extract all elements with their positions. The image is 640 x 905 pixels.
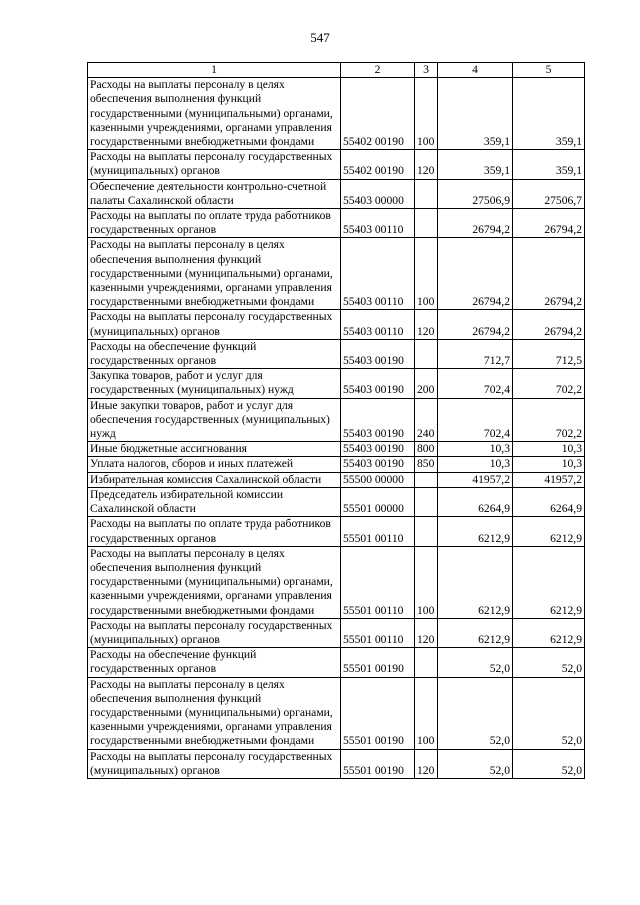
row-type-cell <box>415 339 438 368</box>
table-row <box>88 179 585 208</box>
row-value-4-cell: 359,1 <box>438 150 513 179</box>
row-type-cell: 100 <box>415 78 438 150</box>
row-value-5-cell: 359,1 <box>513 78 585 150</box>
row-name-cell: Расходы на выплаты по оплате труда работников государственных органов <box>88 209 341 238</box>
row-code-cell: 55403 00190 <box>341 398 415 442</box>
table-row <box>88 150 585 179</box>
row-type-cell <box>415 472 438 487</box>
row-name-cell: Избирательная комиссия Сахалинской области <box>88 472 341 487</box>
table-row <box>88 310 585 339</box>
row-value-5-cell: 26794,2 <box>513 310 585 339</box>
row-code-cell: 55403 00190 <box>341 339 415 368</box>
row-type-cell <box>415 517 438 546</box>
row-value-5-cell: 359,1 <box>513 150 585 179</box>
row-value-4-cell: 359,1 <box>438 78 513 150</box>
row-name-cell: Расходы на выплаты по оплате труда работников государственных органов <box>88 517 341 546</box>
row-name-cell: Расходы на выплаты персоналу государственных (муниципальных) органов <box>88 150 341 179</box>
table-row <box>88 472 585 487</box>
row-value-5-cell: 52,0 <box>513 749 585 778</box>
table-row <box>88 677 585 749</box>
row-name-cell: Расходы на выплаты персоналу в целях обеспечения выполнения функций государственными (муниципальными) органами, казенными учреждениями, органами управления государственными внебюджетными фондами <box>88 238 341 310</box>
row-type-cell <box>415 209 438 238</box>
row-code-cell: 55403 00110 <box>341 238 415 310</box>
row-value-5-cell: 26794,2 <box>513 238 585 310</box>
page-number: 547 <box>310 30 330 45</box>
row-value-4-cell: 26794,2 <box>438 209 513 238</box>
row-value-4-cell: 702,4 <box>438 369 513 398</box>
table-row <box>88 457 585 472</box>
row-value-5-cell: 10,3 <box>513 442 585 457</box>
row-value-5-cell: 26794,2 <box>513 209 585 238</box>
row-name-cell: Обеспечение деятельности контрольно-счетной палаты Сахалинской области <box>88 179 341 208</box>
row-name-cell: Иные бюджетные ассигнования <box>88 442 341 457</box>
row-name-cell: Расходы на выплаты персоналу в целях обеспечения выполнения функций государственными (муниципальными) органами, казенными учреждениями, органами управления государственными внебюджетными фондами <box>88 78 341 150</box>
row-value-4-cell: 6212,9 <box>438 517 513 546</box>
row-value-4-cell: 52,0 <box>438 749 513 778</box>
row-name-cell: Иные закупки товаров, работ и услуг для обеспечения государственных (муниципальных) нужд <box>88 398 341 442</box>
table-row <box>88 442 585 457</box>
row-type-cell: 100 <box>415 677 438 749</box>
row-value-4-cell: 10,3 <box>438 442 513 457</box>
row-value-5-cell: 702,2 <box>513 369 585 398</box>
table-row <box>88 546 585 618</box>
row-code-cell: 55403 00190 <box>341 369 415 398</box>
row-code-cell: 55403 00110 <box>341 310 415 339</box>
row-value-4-cell: 52,0 <box>438 677 513 749</box>
row-code-cell: 55402 00190 <box>341 150 415 179</box>
row-value-4-cell: 52,0 <box>438 648 513 677</box>
row-value-4-cell: 6212,9 <box>438 546 513 618</box>
row-code-cell: 55501 00110 <box>341 618 415 647</box>
row-value-5-cell: 712,5 <box>513 339 585 368</box>
row-value-5-cell: 6212,9 <box>513 517 585 546</box>
row-name-cell: Расходы на выплаты персоналу государственных (муниципальных) органов <box>88 749 341 778</box>
row-code-cell: 55501 00000 <box>341 487 415 516</box>
row-name-cell: Расходы на обеспечение функций государственных органов <box>88 648 341 677</box>
row-code-cell: 55501 00110 <box>341 546 415 618</box>
header-col-4: 4 <box>438 63 513 78</box>
budget-table <box>87 62 585 779</box>
row-value-5-cell: 52,0 <box>513 677 585 749</box>
row-name-cell: Расходы на выплаты персоналу государственных (муниципальных) органов <box>88 310 341 339</box>
row-value-4-cell: 26794,2 <box>438 310 513 339</box>
row-value-5-cell: 10,3 <box>513 457 585 472</box>
row-code-cell: 55403 00000 <box>341 179 415 208</box>
row-value-4-cell: 10,3 <box>438 457 513 472</box>
row-code-cell: 55402 00190 <box>341 78 415 150</box>
row-type-cell: 120 <box>415 749 438 778</box>
row-type-cell: 120 <box>415 618 438 647</box>
header-col-5: 5 <box>513 63 585 78</box>
table-row <box>88 487 585 516</box>
table-row <box>88 398 585 442</box>
row-type-cell: 100 <box>415 238 438 310</box>
row-name-cell: Расходы на выплаты персоналу государственных (муниципальных) органов <box>88 618 341 647</box>
row-value-5-cell: 41957,2 <box>513 472 585 487</box>
row-value-4-cell: 41957,2 <box>438 472 513 487</box>
row-value-5-cell: 52,0 <box>513 648 585 677</box>
row-type-cell: 200 <box>415 369 438 398</box>
table-row <box>88 749 585 778</box>
header-col-1: 1 <box>88 63 341 78</box>
row-type-cell: 240 <box>415 398 438 442</box>
row-name-cell: Закупка товаров, работ и услуг для государственных (муниципальных) нужд <box>88 369 341 398</box>
row-type-cell: 120 <box>415 310 438 339</box>
table-row <box>88 648 585 677</box>
table-row <box>88 78 585 150</box>
row-code-cell: 55501 00110 <box>341 517 415 546</box>
row-value-4-cell: 6212,9 <box>438 618 513 647</box>
row-name-cell: Расходы на обеспечение функций государственных органов <box>88 339 341 368</box>
row-type-cell <box>415 648 438 677</box>
row-value-5-cell: 6264,9 <box>513 487 585 516</box>
row-name-cell: Уплата налогов, сборов и иных платежей <box>88 457 341 472</box>
header-row <box>88 63 585 78</box>
row-code-cell: 55403 00110 <box>341 209 415 238</box>
row-value-5-cell: 702,2 <box>513 398 585 442</box>
row-value-4-cell: 712,7 <box>438 339 513 368</box>
row-name-cell: Расходы на выплаты персоналу в целях обеспечения выполнения функций государственными (муниципальными) органами, казенными учреждениями, органами управления государственными внебюджетными фондами <box>88 546 341 618</box>
row-code-cell: 55501 00190 <box>341 648 415 677</box>
row-code-cell: 55501 00190 <box>341 749 415 778</box>
row-code-cell: 55501 00190 <box>341 677 415 749</box>
header-col-3: 3 <box>415 63 438 78</box>
row-name-cell: Председатель избирательной комиссии Сахалинской области <box>88 487 341 516</box>
table-row <box>88 618 585 647</box>
row-code-cell: 55403 00190 <box>341 442 415 457</box>
row-value-5-cell: 6212,9 <box>513 618 585 647</box>
row-value-4-cell: 6264,9 <box>438 487 513 516</box>
table-row <box>88 339 585 368</box>
row-value-5-cell: 27506,7 <box>513 179 585 208</box>
row-value-4-cell: 702,4 <box>438 398 513 442</box>
table-row <box>88 369 585 398</box>
header-col-2: 2 <box>341 63 415 78</box>
row-value-4-cell: 27506,9 <box>438 179 513 208</box>
row-code-cell: 55500 00000 <box>341 472 415 487</box>
row-name-cell: Расходы на выплаты персоналу в целях обеспечения выполнения функций государственными (муниципальными) органами, казенными учреждениями, органами управления государственными внебюджетными фондами <box>88 677 341 749</box>
table-row <box>88 238 585 310</box>
row-type-cell: 100 <box>415 546 438 618</box>
row-type-cell: 850 <box>415 457 438 472</box>
row-value-5-cell: 6212,9 <box>513 546 585 618</box>
row-code-cell: 55403 00190 <box>341 457 415 472</box>
table-row <box>88 209 585 238</box>
table-row <box>88 517 585 546</box>
row-type-cell <box>415 179 438 208</box>
row-type-cell <box>415 487 438 516</box>
row-value-4-cell: 26794,2 <box>438 238 513 310</box>
row-type-cell: 120 <box>415 150 438 179</box>
row-type-cell: 800 <box>415 442 438 457</box>
